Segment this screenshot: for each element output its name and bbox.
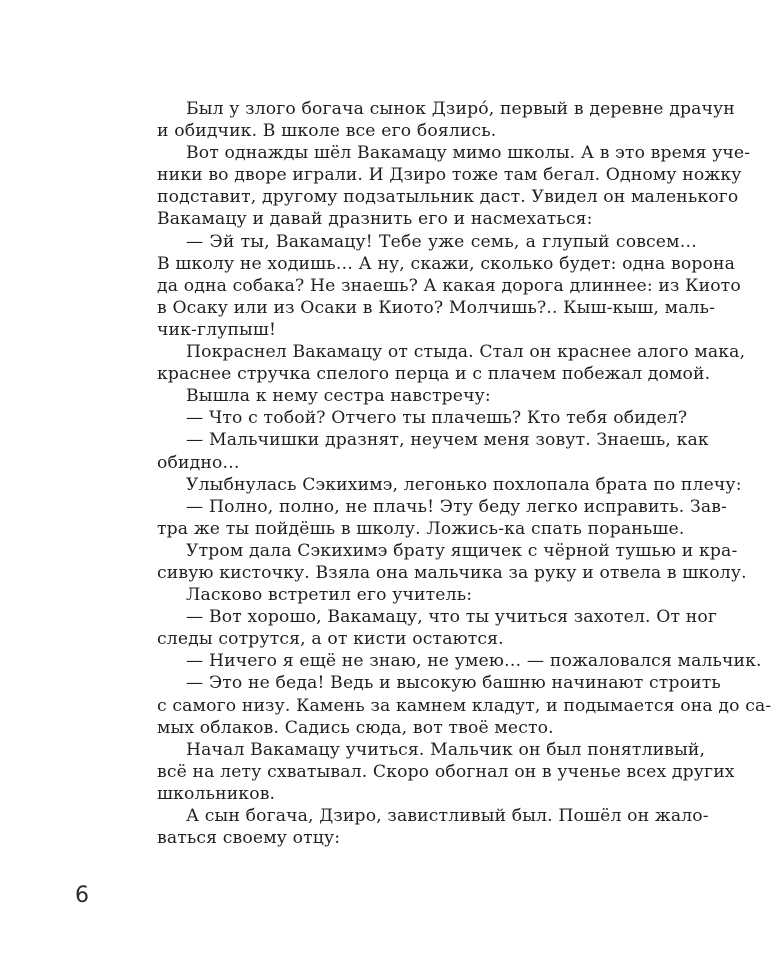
text-line: подставит, другому подзатыльник даст. Увидел он маленького bbox=[157, 187, 739, 208]
text-line: обидно… bbox=[157, 452, 240, 473]
text-line: да одна собака? Не знаешь? А какая дорога длиннее: из Киото bbox=[157, 275, 741, 296]
text-line: — Полно, полно, не плачь! Эту беду легко исправить. Зав- bbox=[186, 496, 728, 517]
text-line: — Что с тобой? Отчего ты плачешь? Кто тебя обидел? bbox=[186, 408, 688, 429]
text-line: мых облаков. Садись сюда, вот твоё место. bbox=[157, 717, 554, 738]
text-line: — Вот хорошо, Вакамацу, что ты учиться захотел. От ног bbox=[186, 607, 718, 628]
text-line: краснее стручка спелого перца и с плачем побежал домой. bbox=[157, 364, 711, 385]
text-line: и обидчик. В школе все его боялись. bbox=[157, 121, 497, 142]
text-line: — Эй ты, Вакамацу! Тебе уже семь, а глупый совсем… bbox=[186, 231, 697, 252]
text-line: А сын богача, Дзиро, завистливый был. Пошёл он жало- bbox=[186, 806, 709, 826]
text-line: В школу не ходишь… А ну, скажи, сколько будет: одна ворона bbox=[157, 253, 735, 274]
text-line: Вышла к нему сестра навстречу: bbox=[186, 386, 491, 407]
text-line: ники во дворе играли. И Дзиро тоже там бегал. Одному ножку bbox=[157, 165, 742, 186]
text-line: чик-глупыш! bbox=[157, 319, 277, 340]
text-line: сивую кисточку. Взяла она мальчика за руку и отвела в школу. bbox=[157, 562, 747, 583]
text-line: в Осаку или из Осаки в Киото? Молчишь?.. Кыш-кыш, маль- bbox=[157, 297, 716, 318]
text-line: школьников. bbox=[157, 783, 276, 804]
text-line: Покраснел Вакамацу от стыда. Стал он краснее алого мака, bbox=[186, 342, 746, 363]
text-line: Вот однажды шёл Вакамацу мимо школы. А в это время уче- bbox=[186, 143, 751, 164]
text-line: Ласково встретил его учитель: bbox=[186, 585, 473, 606]
text-line: — Мальчишки дразнят, неучем меня зовут. Знаешь, как bbox=[186, 430, 709, 451]
text-line: всё на лету схватывал. Скоро обогнал он в ученье всех других bbox=[157, 761, 735, 782]
body-text bbox=[157, 98, 772, 849]
text-line: Улыбнулась Сэкихимэ, легонько похлопала брата по плечу: bbox=[186, 474, 742, 495]
text-line: ваться своему отцу: bbox=[157, 828, 341, 849]
text-line: Вакамацу и давай дразнить его и насмехаться: bbox=[157, 209, 593, 230]
text-line: — Ничего я ещё не знаю, не умею… — пожаловался мальчик. bbox=[186, 651, 762, 672]
text-line: следы сотрутся, а от кисти остаются. bbox=[157, 629, 504, 650]
page-number: 6 bbox=[75, 883, 89, 908]
text-line: тра же ты пойдёшь в школу. Ложись-ка спать пораньше. bbox=[157, 518, 685, 539]
text-line: Утром дала Сэкихимэ брату ящичек с чёрной тушью и кра- bbox=[186, 540, 738, 561]
text-line: Начал Вакамацу учиться. Мальчик он был понятливый, bbox=[186, 739, 706, 760]
text-line: с самого низу. Камень за камнем кладут, и подымается она до са- bbox=[157, 695, 772, 716]
text-line: Был у злого богача сынок Дзиро́, первый в деревне драчун bbox=[186, 99, 735, 119]
text-line: — Это не беда! Ведь и высокую башню начинают строить bbox=[186, 673, 721, 694]
